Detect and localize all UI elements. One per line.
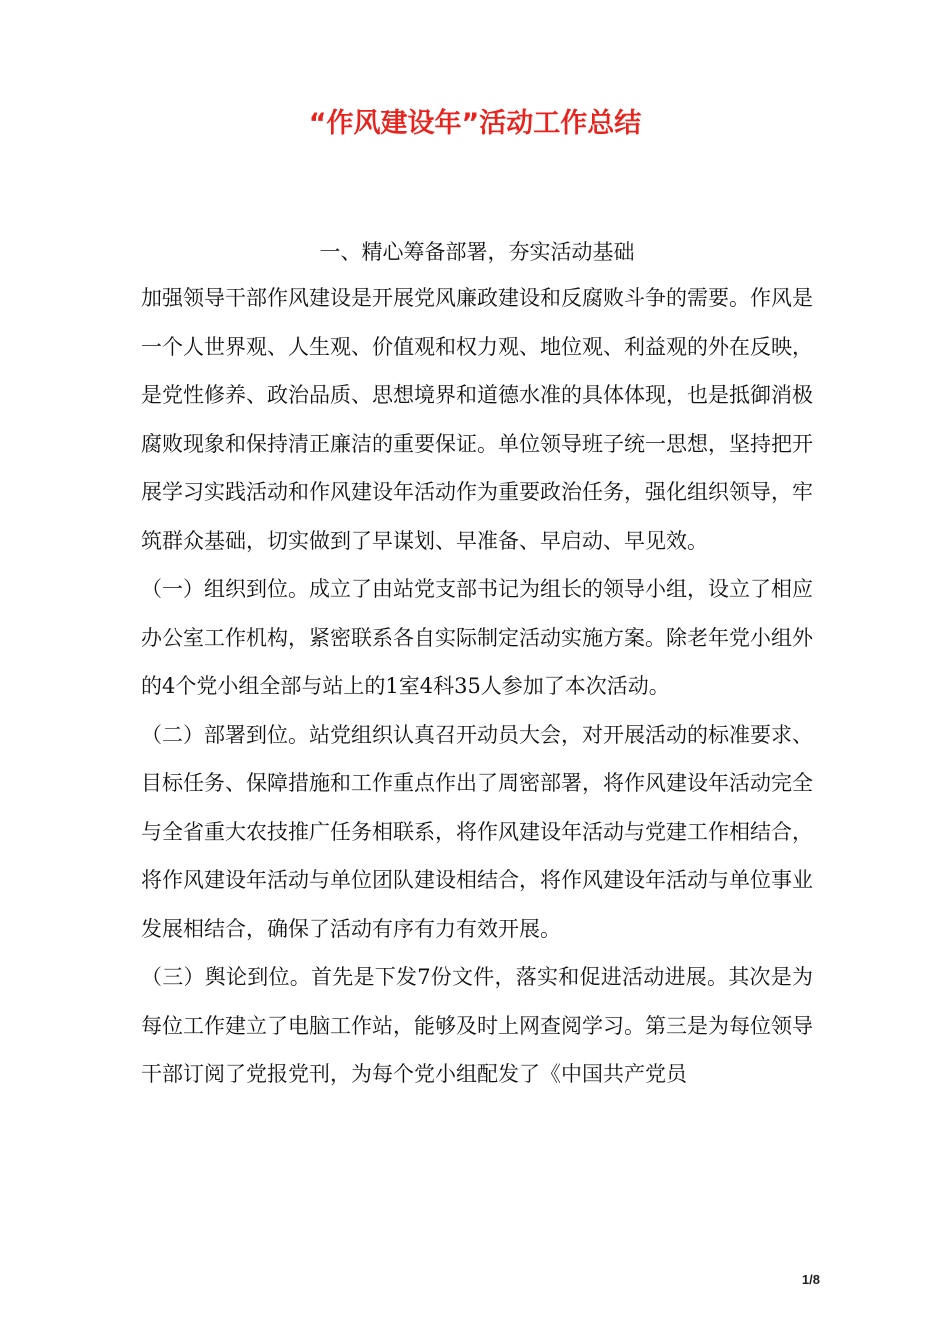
page-number: 1/8 [801,1272,820,1287]
paragraph-deployment: （二）部署到位。站党组织认真召开动员大会，对开展活动的标准要求、目标任务、保障措施和工作重点作出了周密部署，将作风建设年活动完全与全省重大农技推广任务相联系，将作风建设年活动与党建工作相结合，将作风建设年活动与单位团队建设相结合，将作风建设年活动与单位事业发展相结合，确保了活动有序有力有效开展。 [141,722,813,941]
paragraph-publicity: （三）舆论到位。首先是下发7份文件，落实和促进活动进展。其次是为每位工作建立了电脑工作站，能够及时上网查阅学习。第三是为每位领导干部订阅了党报党刊，为每个党小组配发了《中国共产党员 [141,965,813,1086]
document-title: “作风建设年”活动工作总结 [308,108,642,139]
document-body [141,230,813,1099]
section-heading: 一、精心筹备部署，夯实活动基础 [319,240,635,264]
paragraph-intro: 加强领导干部作风建设是开展党风廉政建设和反腐败斗争的需要。作风是一个人世界观、人生观、价值观和权力观、地位观、利益观的外在反映，是党性修养、政治品质、思想境界和道德水准的具体体现，也是抵御消极腐败现象和保持清正廉洁的重要保证。单位领导班子统一思想，坚持把开展学习实践活动和作风建设年活动作为重要政治任务，强化组织领导，牢筑群众基础，切实做到了早谋划、早准备、早启动、早见效。 [141,286,813,553]
paragraph-organization: （一）组织到位。成立了由站党支部书记为组长的领导小组，设立了相应办公室工作机构，紧密联系各自实际制定活动实施方案。除老年党小组外的4个党小组全部与站上的1室4科35人参加了本次活动。 [141,577,813,698]
